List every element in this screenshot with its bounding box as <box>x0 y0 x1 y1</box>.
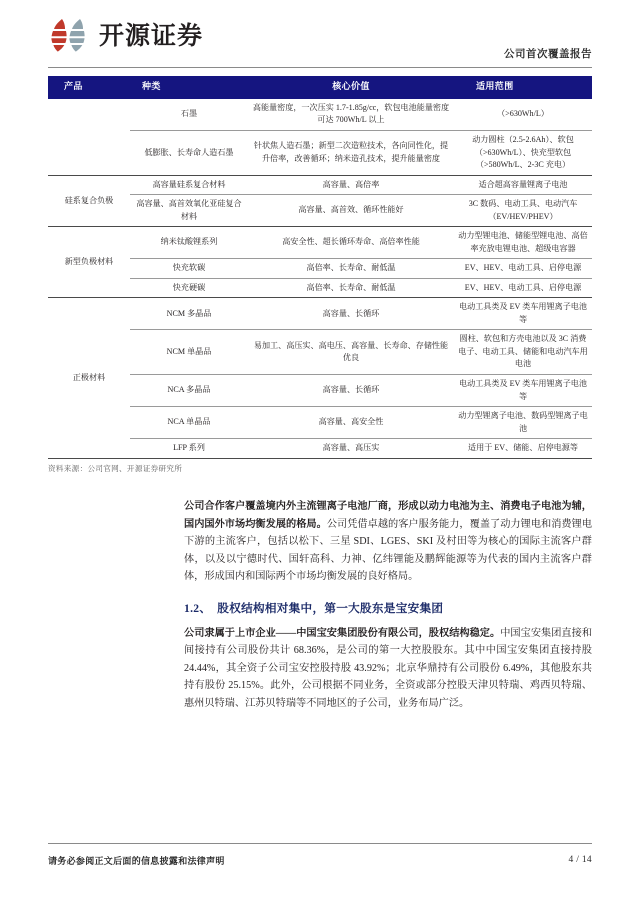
row-kind: 低膨胀、长寿命人造石墨 <box>130 131 248 176</box>
row-scope: 适合超高容量锂离子电池 <box>454 175 592 195</box>
row-value: 高倍率、长寿命、耐低温 <box>248 259 454 279</box>
table-body <box>48 99 592 458</box>
footer-disclaimer: 请务必参阅正文后面的信息披露和法律声明 <box>48 855 225 866</box>
table-row <box>48 195 592 227</box>
table-row <box>48 298 592 330</box>
table-row <box>48 175 592 195</box>
brand-logo <box>48 16 203 56</box>
paragraph-ownership-lead: 公司隶属于上市企业——中国宝安集团股份有限公司，股权结构稳定。 <box>184 627 501 639</box>
row-scope: 动力型锂电池、储能型锂电池、高倍率充放电锂电池、超级电容器 <box>454 227 592 259</box>
section-heading-1-2 <box>184 600 592 616</box>
row-value: 高容量、长循环 <box>248 298 454 330</box>
row-kind: 高容量、高首效氧化亚硅复合材料 <box>130 195 248 227</box>
row-kind: 快充软碳 <box>130 259 248 279</box>
section-number: 1.2、 <box>184 601 212 615</box>
section-title: 股权结构相对集中，第一大股东是宝安集团 <box>217 601 444 615</box>
row-category: 硅系复合负极 <box>48 175 130 227</box>
row-kind: 高容量硅系复合材料 <box>130 175 248 195</box>
row-value: 高安全性、超长循环寿命、高倍率性能 <box>248 227 454 259</box>
row-category: 新型负极材料 <box>48 227 130 298</box>
row-kind: NCA 多晶品 <box>130 374 248 406</box>
row-scope: 动力圆柱（2.5-2.6Ah）、软包（>630Wh/L）、快充型软包（>580Wh/L、2-3C 充电） <box>454 131 592 176</box>
header-divider <box>48 67 592 68</box>
col-header-product: 产品 <box>48 76 130 99</box>
row-scope: EV、HEV、电动工具、启停电源 <box>454 259 592 279</box>
paragraph-ownership <box>184 625 592 713</box>
table-row <box>48 131 592 176</box>
row-scope: 动力型锂离子电池、数码型锂离子电池 <box>454 407 592 439</box>
row-kind: 纳米钛酸锂系列 <box>130 227 248 259</box>
row-value: 高容量、长循环 <box>248 374 454 406</box>
kaiyuan-flame-logo-icon <box>48 16 92 56</box>
row-scope: 电动工具类及 EV 类车用锂离子电池等 <box>454 298 592 330</box>
row-value: 高容量、高压实 <box>248 439 454 458</box>
paragraph-customers <box>184 498 592 586</box>
product-matrix-table-wrap <box>48 76 592 474</box>
row-value: 高容量、高首效、循环性能好 <box>248 195 454 227</box>
row-kind: 快充硬碳 <box>130 278 248 298</box>
row-scope: （>630Wh/L） <box>497 109 549 119</box>
table-source-note: 资料来源：公司官网、开源证券研究所 <box>48 463 183 473</box>
page-header <box>0 0 640 72</box>
row-value: 高容量、高安全性 <box>248 407 454 439</box>
row-value: 高倍率、长寿命、耐低温 <box>248 278 454 298</box>
row-value: 针状焦人造石墨；新型二次造粒技术，各向同性化，提升倍率，改善循环；纳米造孔技术，提升能量密度 <box>248 131 454 176</box>
row-scope: 3C 数码、电动工具、电动汽车（EV/HEV/PHEV） <box>454 195 592 227</box>
body-column <box>184 498 592 718</box>
report-type-label: 公司首次覆盖报告 <box>504 49 592 60</box>
row-category: 正极材料 <box>48 298 130 458</box>
row-value: 高容量、高倍率 <box>248 175 454 195</box>
row-kind: NCM 多晶品 <box>130 298 248 330</box>
row-scope: 电动工具类及 EV 类车用锂离子电池等 <box>454 374 592 406</box>
row-kind: NCM 单晶品 <box>130 330 248 375</box>
table-header-row <box>48 76 592 99</box>
row-value: 高能量密度，一次压实 1.7-1.85g/cc，软包电池能量密度可达 700Wh/L 以上 <box>252 102 450 125</box>
table-row <box>48 407 592 439</box>
row-kind: NCA 单晶品 <box>130 407 248 439</box>
table-row <box>48 278 592 298</box>
table-row <box>48 227 592 259</box>
table-row <box>48 439 592 458</box>
row-kind: 石墨 <box>180 109 198 119</box>
table-row <box>48 99 592 131</box>
row-category <box>48 99 130 175</box>
row-value: 易加工、高压实、高电压、高容量、长寿命、存储性能优良 <box>248 330 454 375</box>
product-matrix-table <box>48 76 592 458</box>
table-row <box>48 374 592 406</box>
col-header-value: 核心价值 <box>248 76 454 99</box>
footer-page-number: 4 / 14 <box>568 855 592 865</box>
table-row <box>48 259 592 279</box>
col-header-scope: 适用范围 <box>454 76 592 99</box>
brand-name: 开源证券 <box>99 21 204 50</box>
paragraph-customers-rest: 公司凭借卓越的客户服务能力，覆盖了动力锂电和消费锂电下游的主流客户，包括以松下、三星 SDI、LGES、SKI 及村田等为核心的国际主流客户群体，以及以宁德时代、国轩高科、力神、亿纬锂能及鹏辉能源等为代表的国内主流客户群体，形成国内和国际两个市场均衡发展的良好格局。 <box>184 518 593 583</box>
row-kind: LFP 系列 <box>130 439 248 458</box>
table-bottom-border <box>48 458 592 459</box>
paragraph-customers-lead: 公司合作客户覆盖境内外主流锂离子电池厂商，形成以动力电池为主、消费电子电池为辅，国内国外市场均衡发展的格局。 <box>184 501 592 530</box>
row-scope: 适用于 EV、储能、启停电源等 <box>454 439 592 458</box>
row-scope: 圆柱、软包和方壳电池以及 3C 消费电子、电动工具、储能和电动汽车用电池 <box>454 330 592 375</box>
table-row <box>48 330 592 375</box>
col-header-kind: 种类 <box>130 76 248 99</box>
paragraph-ownership-rest: 中国宝安集团直接和间接持有公司股份共计 68.36%，是公司的第一大控股股东。其中中国宝安集团直接持股 24.44%，其全资子公司宝安控股持股 43.92%；北京华鼎持有公司股份 6.49%，其他股东共持有股份 25.15%。此外，公司根据不同业务，全资或部分控股天津贝特瑞、鸡西贝特瑞、惠州贝特瑞、江苏贝特瑞等不同地区的子公司，业务布局广泛。 <box>184 627 593 709</box>
page-footer <box>48 843 592 871</box>
row-scope: EV、HEV、电动工具、启停电源 <box>454 278 592 298</box>
